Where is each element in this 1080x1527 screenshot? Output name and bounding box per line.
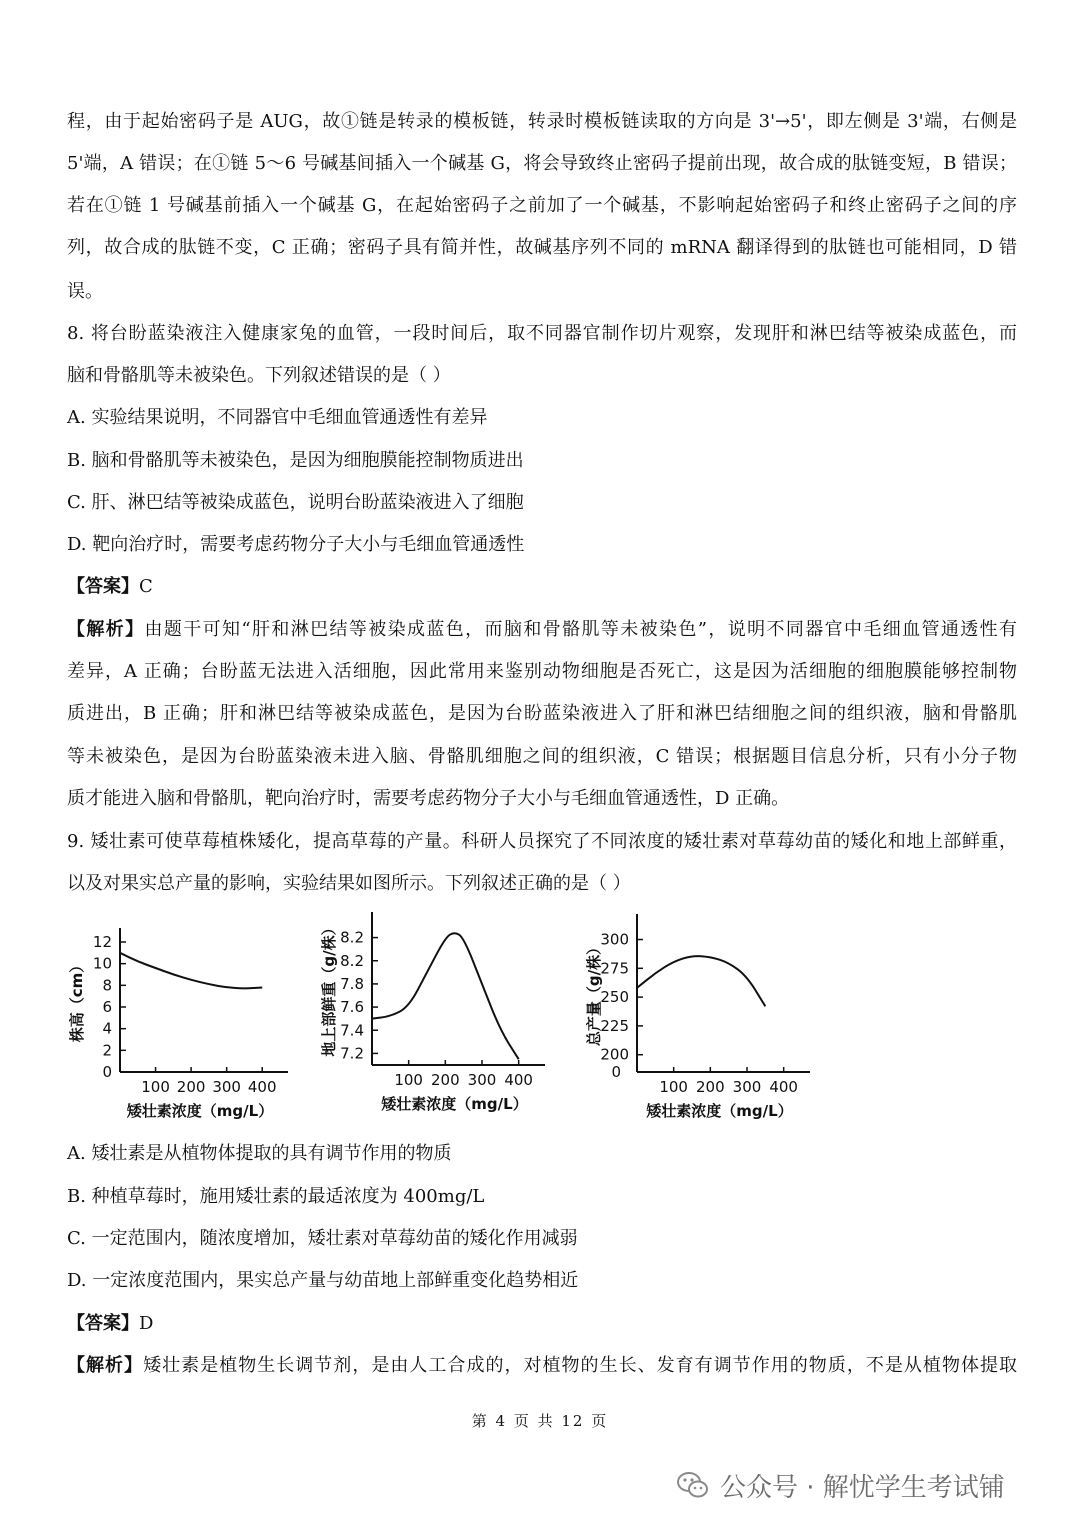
x-tick-label: 100 (141, 1078, 170, 1096)
x-tick-label: 100 (394, 1071, 423, 1089)
y-axis-label: 总产量（g/株） (585, 939, 603, 1047)
option-c: C. 一定范围内，随浓度增加，矮壮素对草莓幼苗的矮化作用减弱 (67, 1228, 578, 1249)
analysis-line: 质才能进入脑和骨骼肌，靶向治疗时，需要考虑药物分子大小与毛细血管通透性，D 正确。 (67, 788, 790, 809)
x-tick-label: 300 (467, 1071, 497, 1089)
answer (67, 1312, 1017, 1336)
y-tick-label: 275 (600, 959, 629, 978)
x-tick-label: 200 (431, 1071, 460, 1089)
x-axis-label: 矮壮素浓度（mg/L） (381, 1095, 528, 1113)
chart-group (60, 900, 820, 1130)
x-tick-label: 400 (247, 1078, 277, 1096)
series-line (637, 956, 765, 1006)
fresh-weight-chart (310, 900, 550, 1125)
origin-label: 0 (611, 1063, 621, 1081)
answer-value: C (139, 576, 153, 597)
y-tick-label: 0 (102, 1063, 112, 1081)
x-tick-label: 300 (732, 1078, 762, 1096)
option-a: A. 矮壮素是从植物体提取的具有调节作用的物质 (67, 1143, 452, 1164)
total-yield-chart (575, 900, 815, 1125)
plant-height-chart (60, 900, 290, 1125)
question-8-stem: 脑和骨骼肌等未被染色。下列叙述错误的是（ ） (67, 365, 451, 386)
y-tick-label: 12 (92, 933, 112, 951)
analysis-text: 由题干可知“肝和淋巴结等被染成蓝色，而脑和骨骼肌等未被染色”，说明不同器官中毛细血管通透性有 (144, 619, 1018, 640)
answer (67, 575, 1017, 599)
question-8-stem: 8. 将台盼蓝染液注入健康家兔的血管，一段时间后，取不同器官制作切片观察，发现肝和淋巴结等被染成蓝色，而 (67, 323, 1017, 344)
x-axis-label: 矮壮素浓度（mg/L） (126, 1102, 274, 1120)
option-d: D. 一定浓度范围内，果实总产量与幼苗地上部鲜重变化趋势相近 (67, 1270, 579, 1291)
y-tick-label: 10 (92, 954, 112, 973)
analysis-tag: 【解析】 (67, 619, 145, 640)
analysis-line: 等未被染色，是因为台盼蓝染液未进入脑、骨骼肌细胞之间的组织液，C 错误；根据题目信息分析，只有小分子物 (67, 746, 1017, 767)
option-b: B. 脑和骨骼肌等未被染色，是因为细胞膜能控制物质进出 (67, 450, 524, 471)
analysis (67, 1354, 1017, 1378)
analysis-line: 质进出，B 正确；肝和淋巴结等被染成蓝色，是因为台盼蓝染液进入了肝和淋巴结细胞之间的组织液，脑和骨骼肌 (67, 703, 1017, 724)
x-tick-label: 400 (504, 1071, 533, 1089)
option-c: C. 肝、淋巴结等被染成蓝色，说明台盼蓝染液进入了细胞 (67, 492, 524, 513)
y-tick-label: 4 (102, 1019, 112, 1038)
question-9-stem: 9. 矮壮素可使草莓植株矮化，提高草莓的产量。科研人员探究了不同浓度的矮壮素对草莓幼苗的矮化和地上部鲜重， (67, 831, 1017, 852)
x-tick-label: 400 (769, 1078, 798, 1096)
answer-value: D (139, 1313, 154, 1334)
analysis-line: 差异，A 正确；台盼蓝无法进入活细胞，因此常用来鉴别动物细胞是否死亡，这是因为活细胞的细胞膜能够控制物 (67, 661, 1017, 682)
y-tick-label: 7.4 (340, 1021, 364, 1040)
y-tick-label: 8.2 (340, 951, 364, 970)
y-tick-label: 200 (600, 1045, 629, 1064)
y-tick-label: 7.6 (340, 998, 364, 1017)
y-tick-label: 7.8 (340, 974, 364, 993)
y-tick-label: 300 (600, 930, 629, 949)
wechat-icon (676, 1468, 710, 1502)
y-tick-label: 8 (102, 976, 112, 995)
page-number: 第 4 页 共 12 页 (471, 1412, 609, 1430)
y-tick-label: 6 (102, 998, 112, 1016)
option-d: D. 靶向治疗时，需要考虑药物分子大小与毛细血管通透性 (67, 534, 525, 555)
x-tick-label: 200 (696, 1078, 725, 1096)
x-tick-label: 300 (212, 1078, 241, 1096)
analysis-tag: 【解析】 (67, 1355, 144, 1376)
watermark-text: 公众号 · 解忧学生考试铺 (720, 1472, 1005, 1503)
question-9-stem: 以及对果实总产量的影响，实验结果如图所示。下列叙述正确的是（ ） (67, 873, 631, 894)
y-tick-label: 225 (600, 1016, 629, 1035)
y-tick-label: 250 (600, 988, 629, 1007)
answer-tag: 【答案】 (67, 576, 139, 597)
y-axis-label: 株高（cm） (68, 957, 86, 1043)
y-tick-label: 2 (102, 1041, 112, 1060)
text-line: 5'端，A 错误；在①链 5～6 号碱基间插入一个碱基 G，将会导致终止密码子提前出现，故合成的肽链变短，B 错误； (67, 153, 1017, 174)
analysis (67, 618, 1017, 642)
text-line: 程，由于起始密码子是 AUG，故①链是转录的模板链，转录时模板链读取的方向是 3'→5'，即左侧是 3'端，右侧是 (67, 111, 1017, 132)
watermark (676, 1465, 1005, 1505)
option-a: A. 实验结果说明，不同器官中毛细血管通透性有差异 (67, 407, 488, 428)
text-line: 列，故合成的肽链不变，C 正确；密码子具有简并性，故碱基序列不同的 mRNA 翻译得到的肽链也可能相同，D 错 (67, 237, 1017, 258)
text-line: 误。 (67, 281, 103, 302)
text-line: 若在①链 1 号碱基前插入一个碱基 G，在起始密码子之前加了一个碱基，不影响起始密码子和终止密码子之间的序 (67, 195, 1017, 216)
option-b: B. 种植草莓时，施用矮壮素的最适浓度为 400mg/L (67, 1186, 485, 1207)
x-tick-label: 100 (659, 1078, 688, 1096)
y-tick-label: 8.2 (340, 928, 364, 947)
y-tick-label: 7.2 (340, 1044, 364, 1063)
analysis-text: 矮壮素是植物生长调节剂，是由人工合成的，对植物的生长、发育有调节作用的物质，不是从植物体提取 (143, 1355, 1018, 1376)
answer-tag: 【答案】 (67, 1313, 139, 1334)
x-tick-label: 200 (176, 1078, 206, 1096)
y-axis-label: 地上部鲜重（g/株） (320, 920, 338, 1057)
series-line (372, 933, 519, 1059)
x-axis-label: 矮壮素浓度（mg/L） (646, 1102, 793, 1120)
series-line (120, 953, 262, 988)
